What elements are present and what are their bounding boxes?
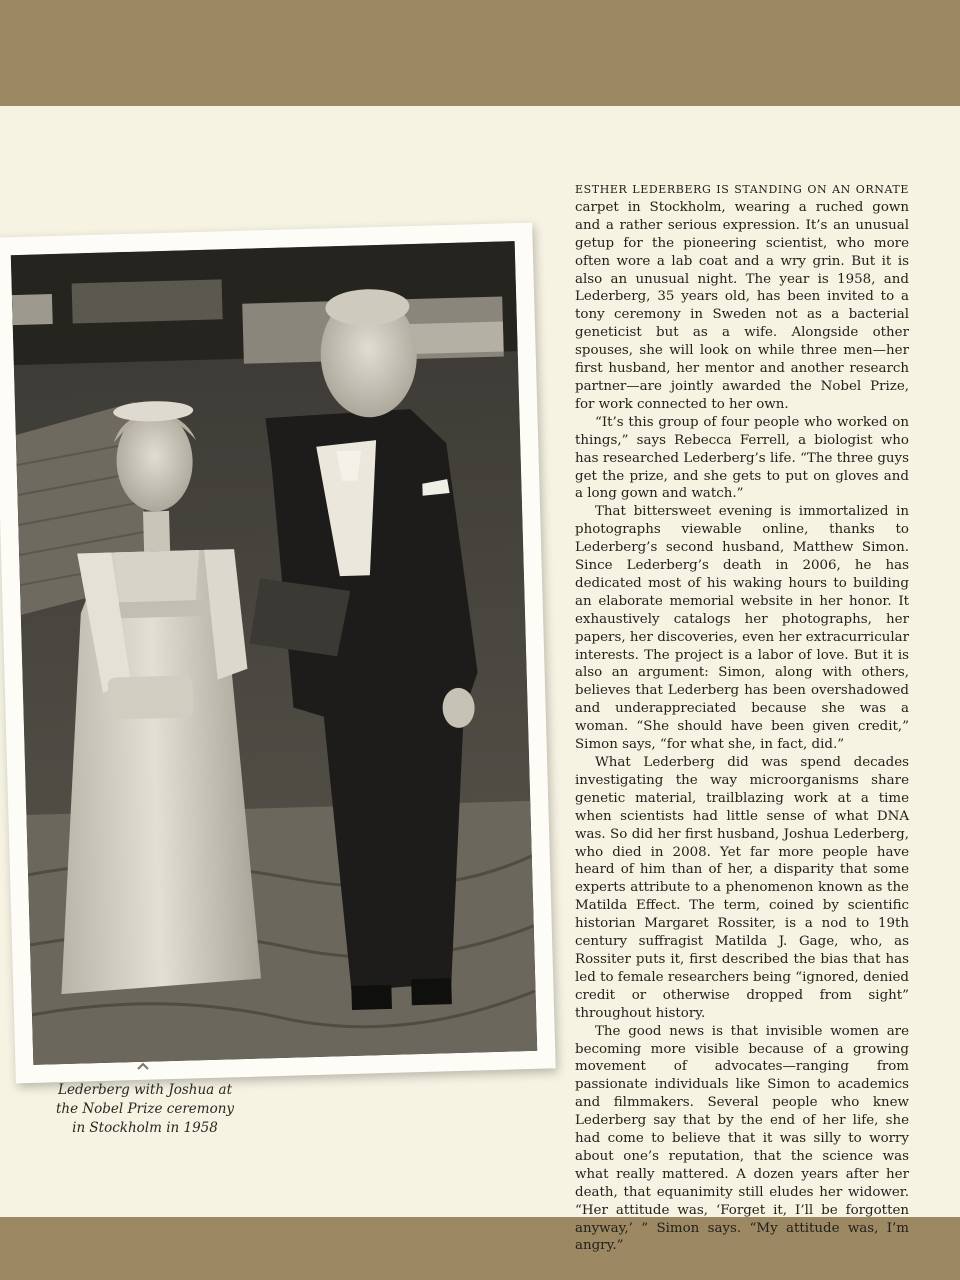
photo-caption — [40, 1081, 250, 1138]
caption-line: the Nobel Prize ceremony — [55, 1101, 235, 1117]
photo-illustration — [11, 241, 537, 1065]
paragraph: That bittersweet evening is immortalized in photographs viewable online, thanks to Lederberg’s second husband, Matthew Simon. Since Lederberg’s death in 2006, he has dedicated most of his waking hours to building an elaborate memorial website in her honor. It exhaustively catalogs her photographs, her papers, her discoveries, even her extracurricular interests. The project is a labor of love. But it is also an argument: Simon, along with others, believes that Lederberg has been overshadowed and underappreciated because she was a woman. “She should have been given credit,” Simon says, “for what she, in fact, did.” — [575, 504, 909, 753]
top-band — [0, 0, 960, 106]
paragraph: What Lederberg did was spend decades investigating the way microorganisms share genetic material, trailblazing work at a time when scientists had little sense of what DNA was. So did her first husband, Joshua Lederberg, who died in 2008. Yet far more people have heard of him than of her, a disparity that some experts attribute to a phenomenon known as the Matilda Effect. The term, coined by scientific historian Margaret Rossiter, is a nod to 19th century suffragist Matilda J. Gage, who, as Rossiter puts it, first described the bias that has led to female researchers being “ignored, denied credit or otherwise dropped from sight” throughout history. — [575, 755, 909, 1021]
paragraph — [575, 181, 909, 414]
article-body — [575, 181, 909, 1255]
paragraph: “It’s this group of four people who worked on things,” says Rebecca Ferrell, a biologist who has researched Lederberg’s life. “The three guys get the prize, and she gets to put on gloves and a long gown and watch.” — [575, 414, 909, 502]
lead-in: ESTHER LEDERBERG IS STANDING ON AN ORNATE — [575, 183, 909, 196]
caption-line: Lederberg with Joshua at — [57, 1082, 232, 1098]
paragraph-text: carpet in Stockholm, wearing a ruched gown and a rather serious expression. It’s an unusual getup for the pioneering scientist, who more often wore a lab coat and a wry grin. But it is also an unusual night. The year is 1958, and Lederberg, 35 years old, has been invited to a tony ceremony in Sweden not as a bacterial geneticist but as a wife. Alongside other spouses, she will look on while three men—her first husband, her mentor and another research partner—are jointly awarded the Nobel Prize, for work connected to her own. — [575, 199, 909, 412]
nobel-ceremony-photo — [11, 241, 537, 1065]
photo-frame — [0, 223, 556, 1084]
caret-up-icon — [136, 1061, 150, 1071]
paragraph: The good news is that invisible women are becoming more visible because of a growing movement of advocates—ranging from passionate individuals like Simon to academics and filmmakers. Several people who knew Lederberg say that by the end of her life, she had come to believe that it was silly to worry about one’s reputation, that the science was what really mattered. A dozen years after her death, that equanimity still eludes her widower. “Her attitude was, ‘Forget it, I’ll be forgotten anyway,’ ” Simon says. “My attitude was, I’m angry.” — [575, 1023, 909, 1254]
caption-line: in Stockholm in 1958 — [72, 1120, 218, 1136]
